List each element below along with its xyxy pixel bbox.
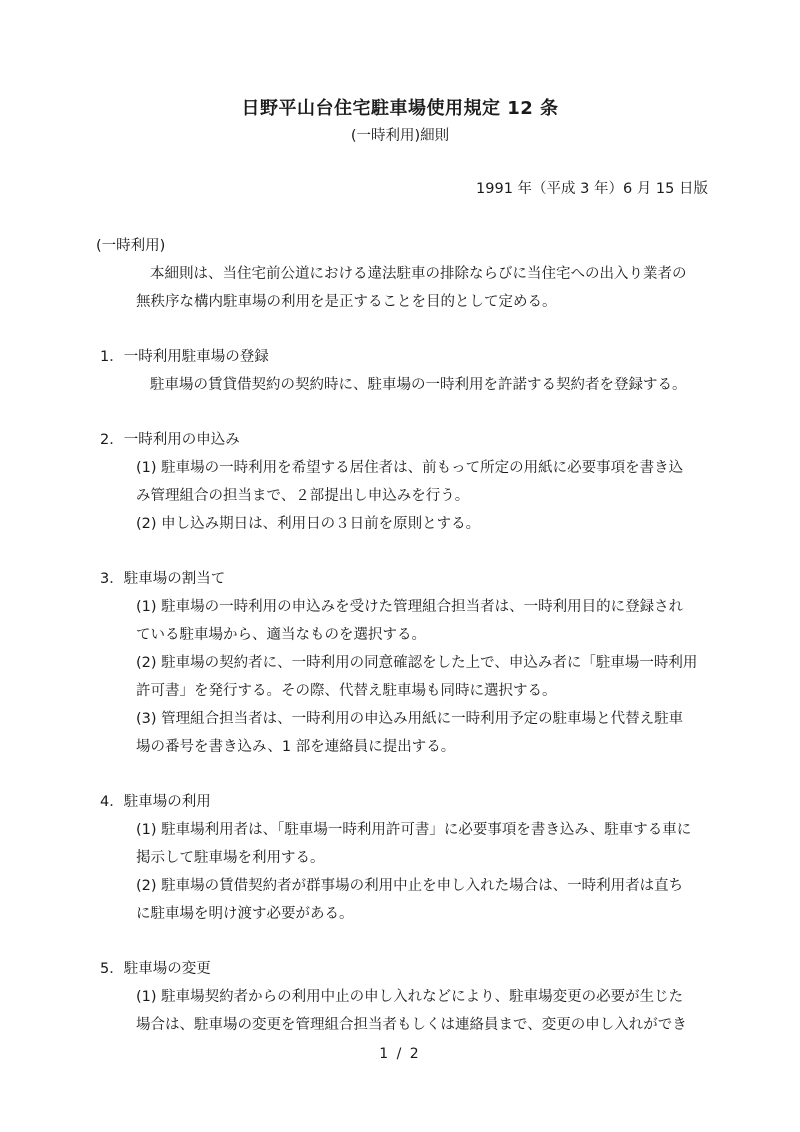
document-title: 日野平山台住宅駐車場使用規定 12 条 <box>241 98 559 119</box>
list-item-line: (1) 駐車場契約者からの利用中止の申し入れなどにより、駐車場変更の必要が生じた <box>136 989 684 1005</box>
list-item-line: に駐車場を明け渡す必要がある。 <box>136 906 354 922</box>
section-heading: 3．駐車場の割当て <box>100 571 226 587</box>
list-item-line: 掲示して駐車場を利用する。 <box>136 850 325 866</box>
section-heading: 2．一時利用の申込み <box>100 432 240 448</box>
intro-label: (一時利用) <box>96 238 166 254</box>
list-item-line: (2) 駐車場の賃借契約者が群事場の利用中止を申し入れた場合は、一時利用者は直ち <box>136 878 684 894</box>
list-item-line: ている駐車場から、適当なものを選択する。 <box>136 627 426 643</box>
section-heading: 5．駐車場の変更 <box>100 961 211 977</box>
list-item-line: み管理組合の担当まで、２部提出し申込みを行う。 <box>136 488 470 504</box>
list-item-line: (2) 申し込み期日は、利用日の３日前を原則とする。 <box>136 516 481 532</box>
list-item-line: 場の番号を書き込み、1 部を連絡員に提出する。 <box>136 739 456 755</box>
intro-line: 無秩序な構内駐車場の利用を是正することを目的として定める。 <box>136 294 557 310</box>
intro-line: 本細則は、当住宅前公道における違法駐車の排除ならびに当住宅への出入り業者の <box>150 266 687 282</box>
document-body <box>96 232 716 1039</box>
list-item-line: (1) 駐車場利用者は、「駐車場一時利用許可書」に必要事項を書き込み、駐車する車に <box>136 822 692 838</box>
edition-date: 1991 年（平成 3 年）6 月 15 日版 <box>476 181 708 197</box>
list-item-line: (3) 管理組合担当者は、一時利用の申込み用紙に一時利用予定の駐車場と代替え駐車 <box>136 711 684 727</box>
document-subtitle: (一時利用)細則 <box>350 128 450 144</box>
section-heading: 1．一時利用駐車場の登録 <box>100 349 269 365</box>
section-text: 駐車場の賃貸借契約の契約時に、駐車場の一時利用を許諾する契約者を登録する。 <box>150 377 687 393</box>
page-number: 1 / 2 <box>379 1046 421 1062</box>
list-item-line: (1) 駐車場の一時利用の申込みを受けた管理組合担当者は、一時利用目的に登録され <box>136 599 684 615</box>
list-item-line: 許可書」を発行する。その際、代替え駐車場も同時に選択する。 <box>136 683 557 699</box>
list-item-line: (1) 駐車場の一時利用を希望する居住者は、前もって所定の用紙に必要事項を書き込 <box>136 460 684 476</box>
section-heading: 4．駐車場の利用 <box>100 794 211 810</box>
list-item-line: 場合は、駐車場の変更を管理組合担当者もしくは連絡員まで、変更の申し入れができ <box>136 1017 687 1033</box>
list-item-line: (2) 駐車場の契約者に、一時利用の同意確認をした上で、申込み者に「駐車場一時利用 <box>136 655 698 671</box>
